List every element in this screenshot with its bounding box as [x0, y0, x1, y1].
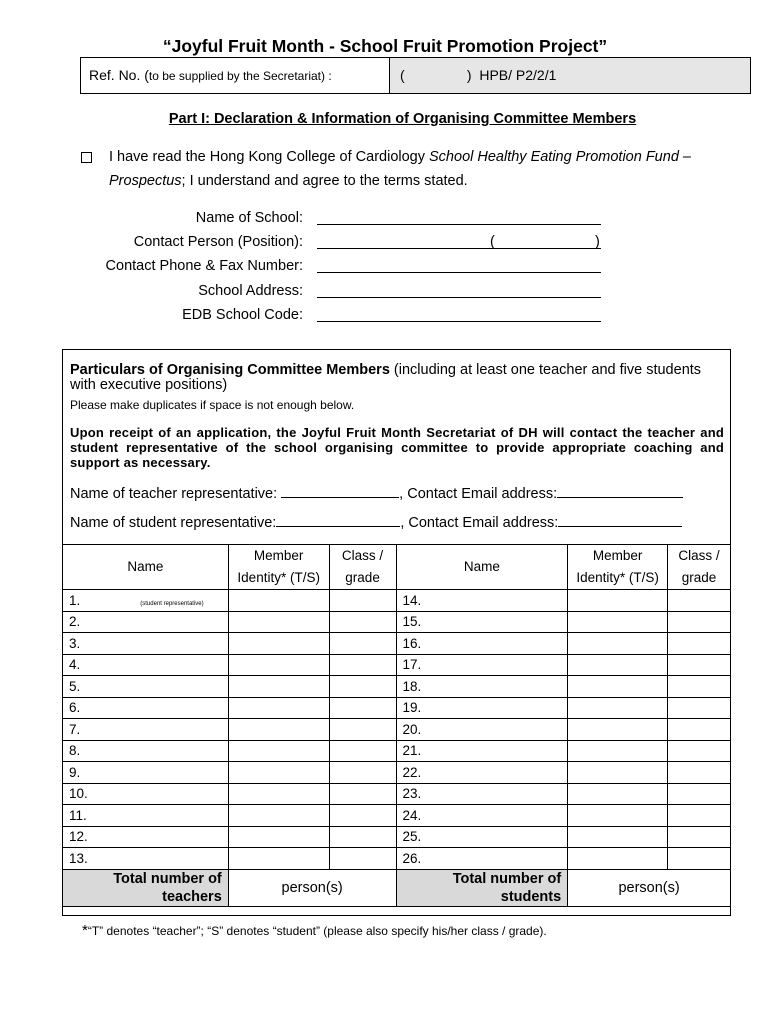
member-class-cell[interactable]	[668, 676, 731, 698]
member-name-cell[interactable]	[396, 654, 568, 676]
row-number: 2.	[69, 614, 81, 630]
row-number: 4.	[69, 657, 81, 673]
member-name-cell[interactable]	[396, 826, 568, 848]
declaration-text: I have read the Hong Kong College of Cardiology School Healthy Eating Promotion Fund – Prospectus; I understand and agree to the terms stated.	[109, 149, 691, 189]
row-number: 12.	[69, 829, 88, 845]
member-name-cell[interactable]	[396, 783, 568, 805]
row-number: 24.	[402, 807, 422, 823]
member-name-cell[interactable]	[63, 611, 229, 633]
member-class-cell[interactable]	[668, 740, 731, 762]
member-name-cell[interactable]	[63, 783, 229, 805]
row-number: 17.	[402, 657, 422, 673]
row-number: 20.	[402, 721, 422, 737]
member-class-cell[interactable]	[668, 654, 731, 676]
member-identity-cell[interactable]	[228, 848, 329, 870]
member-class-cell[interactable]	[668, 633, 731, 655]
row-number: 13.	[69, 850, 88, 866]
reference-number-box	[80, 57, 751, 94]
row-number: 22.	[402, 764, 422, 780]
class-header: Class / grade	[668, 545, 731, 590]
row-number: 23.	[402, 786, 422, 802]
member-class-cell[interactable]	[668, 719, 731, 741]
member-class-cell[interactable]	[668, 826, 731, 848]
row-number: 11.	[69, 807, 87, 823]
position-paren-open: (	[490, 234, 495, 250]
school-address-label: School Address:	[198, 283, 303, 299]
member-name-cell[interactable]	[396, 633, 568, 655]
table-row	[63, 805, 731, 827]
contact-person-field[interactable]	[317, 248, 601, 249]
member-name-cell[interactable]	[396, 676, 568, 698]
member-identity-cell[interactable]	[228, 762, 329, 784]
members-table	[62, 544, 731, 907]
member-identity-cell[interactable]	[568, 654, 668, 676]
row-number: 3.	[69, 635, 81, 651]
member-class-cell[interactable]	[668, 783, 731, 805]
member-class-cell[interactable]	[329, 719, 396, 741]
total-teachers-label: Total number of teachers	[63, 869, 229, 906]
member-identity-header: Member Identity* (T/S)	[568, 545, 668, 590]
member-identity-cell[interactable]	[568, 676, 668, 698]
member-name-cell[interactable]	[63, 740, 229, 762]
class-header: Class / grade	[329, 545, 396, 590]
member-class-cell[interactable]	[329, 590, 396, 612]
member-name-cell[interactable]	[63, 633, 229, 655]
member-class-cell[interactable]	[329, 826, 396, 848]
member-identity-cell[interactable]	[568, 805, 668, 827]
row-number: 14.	[402, 592, 422, 608]
member-name-cell[interactable]	[396, 611, 568, 633]
ref-label: Ref. No. (to be supplied by the Secretariat) :	[81, 58, 390, 93]
member-name-cell[interactable]	[396, 805, 568, 827]
member-class-cell[interactable]	[668, 848, 731, 870]
member-name-cell[interactable]	[396, 762, 568, 784]
row-number: 7.	[69, 721, 81, 737]
ref-number-field: ( ) HPB/ P2/2/1	[390, 58, 750, 93]
declaration-checkbox[interactable]	[81, 152, 92, 163]
table-row	[63, 590, 731, 612]
member-identity-cell[interactable]	[228, 719, 329, 741]
row-number: 10.	[69, 786, 88, 802]
member-identity-cell[interactable]	[568, 633, 668, 655]
table-row	[63, 826, 731, 848]
member-class-cell[interactable]	[329, 611, 396, 633]
member-identity-cell[interactable]	[228, 633, 329, 655]
row-number: 19.	[402, 700, 422, 716]
table-row	[63, 740, 731, 762]
member-identity-cell[interactable]	[228, 783, 329, 805]
table-row	[63, 848, 731, 870]
total-students-label: Total number of students	[396, 869, 568, 906]
particulars-title: Particulars of Organising Committee Members (including at least one teacher and five students with executive positions)	[70, 362, 702, 393]
school-name-field[interactable]	[317, 224, 601, 225]
row-number: 1.	[69, 592, 81, 608]
member-name-cell[interactable]	[63, 719, 229, 741]
member-identity-cell[interactable]	[568, 783, 668, 805]
table-row	[63, 633, 731, 655]
row-number: 9.	[69, 764, 81, 780]
member-name-cell[interactable]	[63, 697, 229, 719]
teacher-email-label: , Contact Email address:	[399, 486, 558, 502]
teacher-rep-field[interactable]	[281, 483, 399, 498]
table-row	[63, 783, 731, 805]
total-teachers-field[interactable]: person(s)	[228, 869, 396, 906]
member-class-cell[interactable]	[329, 676, 396, 698]
member-identity-cell[interactable]	[568, 762, 668, 784]
student-email-field[interactable]	[558, 512, 682, 527]
contact-phone-label: Contact Phone & Fax Number:	[105, 258, 303, 274]
member-identity-cell[interactable]	[568, 611, 668, 633]
member-identity-cell[interactable]	[568, 719, 668, 741]
table-row	[63, 676, 731, 698]
member-class-cell[interactable]	[668, 590, 731, 612]
position-paren-close: )	[595, 234, 600, 250]
member-identity-cell[interactable]	[568, 740, 668, 762]
member-identity-cell[interactable]	[568, 697, 668, 719]
row-number: 26.	[402, 850, 422, 866]
member-identity-cell[interactable]	[228, 740, 329, 762]
member-name-cell[interactable]	[63, 848, 229, 870]
member-class-cell[interactable]	[329, 697, 396, 719]
member-identity-cell[interactable]	[228, 826, 329, 848]
member-name-cell[interactable]	[63, 590, 229, 612]
row-number: 18.	[402, 678, 422, 694]
row-number: 21.	[402, 743, 422, 759]
name-header: Name	[63, 545, 229, 590]
member-name-cell[interactable]	[63, 805, 229, 827]
table-row	[63, 719, 731, 741]
student-email-label: , Contact Email address:	[400, 515, 559, 531]
part-heading: Part I: Declaration & Information of Organising Committee Members	[168, 111, 637, 127]
member-identity-cell[interactable]	[228, 611, 329, 633]
member-class-cell[interactable]	[329, 762, 396, 784]
member-identity-cell[interactable]	[228, 654, 329, 676]
student-rep-field[interactable]	[276, 512, 400, 527]
totals-row	[63, 869, 731, 906]
member-class-cell[interactable]	[329, 848, 396, 870]
member-identity-cell[interactable]	[568, 848, 668, 870]
member-class-cell[interactable]	[668, 805, 731, 827]
member-class-cell[interactable]	[329, 805, 396, 827]
member-name-cell[interactable]	[63, 826, 229, 848]
table-row	[63, 697, 731, 719]
edb-code-field[interactable]	[317, 321, 601, 322]
teacher-email-field[interactable]	[557, 483, 683, 498]
member-name-cell[interactable]	[396, 740, 568, 762]
member-class-cell[interactable]	[668, 611, 731, 633]
member-name-cell[interactable]	[396, 848, 568, 870]
student-rep-row	[70, 512, 682, 531]
teacher-rep-label: Name of teacher representative:	[70, 486, 278, 502]
school-name-label: Name of School:	[195, 210, 303, 226]
member-name-cell[interactable]	[63, 676, 229, 698]
member-identity-cell[interactable]	[228, 697, 329, 719]
member-name-cell[interactable]	[63, 762, 229, 784]
total-students-field[interactable]: person(s)	[568, 869, 731, 906]
member-identity-cell[interactable]	[568, 826, 668, 848]
student-representative-note: (student representative)	[140, 600, 204, 607]
form-title: “Joyful Fruit Month - School Fruit Promotion Project”	[162, 36, 608, 56]
table-row	[63, 654, 731, 676]
member-class-cell[interactable]	[668, 762, 731, 784]
table-header-row	[63, 545, 731, 590]
row-number: 15.	[402, 614, 422, 630]
row-number: 8.	[69, 743, 81, 759]
table-row	[63, 611, 731, 633]
teacher-rep-row	[70, 483, 683, 502]
table-row	[63, 762, 731, 784]
name-header: Name	[396, 545, 568, 590]
contact-person-label: Contact Person (Position):	[133, 234, 303, 250]
member-name-cell[interactable]	[396, 719, 568, 741]
footnote: *“T” denotes “teacher”; “S” denotes “student” (please also specify his/her class / grade).	[82, 922, 547, 939]
member-name-cell[interactable]	[63, 654, 229, 676]
row-number: 5.	[69, 678, 81, 694]
member-class-cell[interactable]	[329, 654, 396, 676]
member-class-cell[interactable]	[329, 783, 396, 805]
member-class-cell[interactable]	[329, 740, 396, 762]
member-identity-cell[interactable]	[228, 805, 329, 827]
member-name-cell[interactable]	[396, 697, 568, 719]
member-class-cell[interactable]	[329, 633, 396, 655]
row-number: 16.	[402, 635, 422, 651]
row-number: 25.	[402, 829, 422, 845]
student-rep-label: Name of student representative:	[70, 515, 277, 531]
school-address-field[interactable]	[317, 297, 601, 298]
duplicate-note: Please make duplicates if space is not enough below.	[70, 398, 355, 412]
member-name-cell[interactable]	[396, 590, 568, 612]
member-identity-cell[interactable]	[228, 590, 329, 612]
member-identity-header: Member Identity* (T/S)	[228, 545, 329, 590]
edb-code-label: EDB School Code:	[182, 307, 303, 323]
contact-phone-field[interactable]	[317, 272, 601, 273]
row-number: 6.	[69, 700, 81, 716]
member-identity-cell[interactable]	[228, 676, 329, 698]
upon-receipt-note: Upon receipt of an application, the Joyful Fruit Month Secretariat of DH will contact the teacher and student representative of the school organising committee to provide appropriate coaching and support as necessary.	[70, 425, 724, 470]
member-identity-cell[interactable]	[568, 590, 668, 612]
member-class-cell[interactable]	[668, 697, 731, 719]
